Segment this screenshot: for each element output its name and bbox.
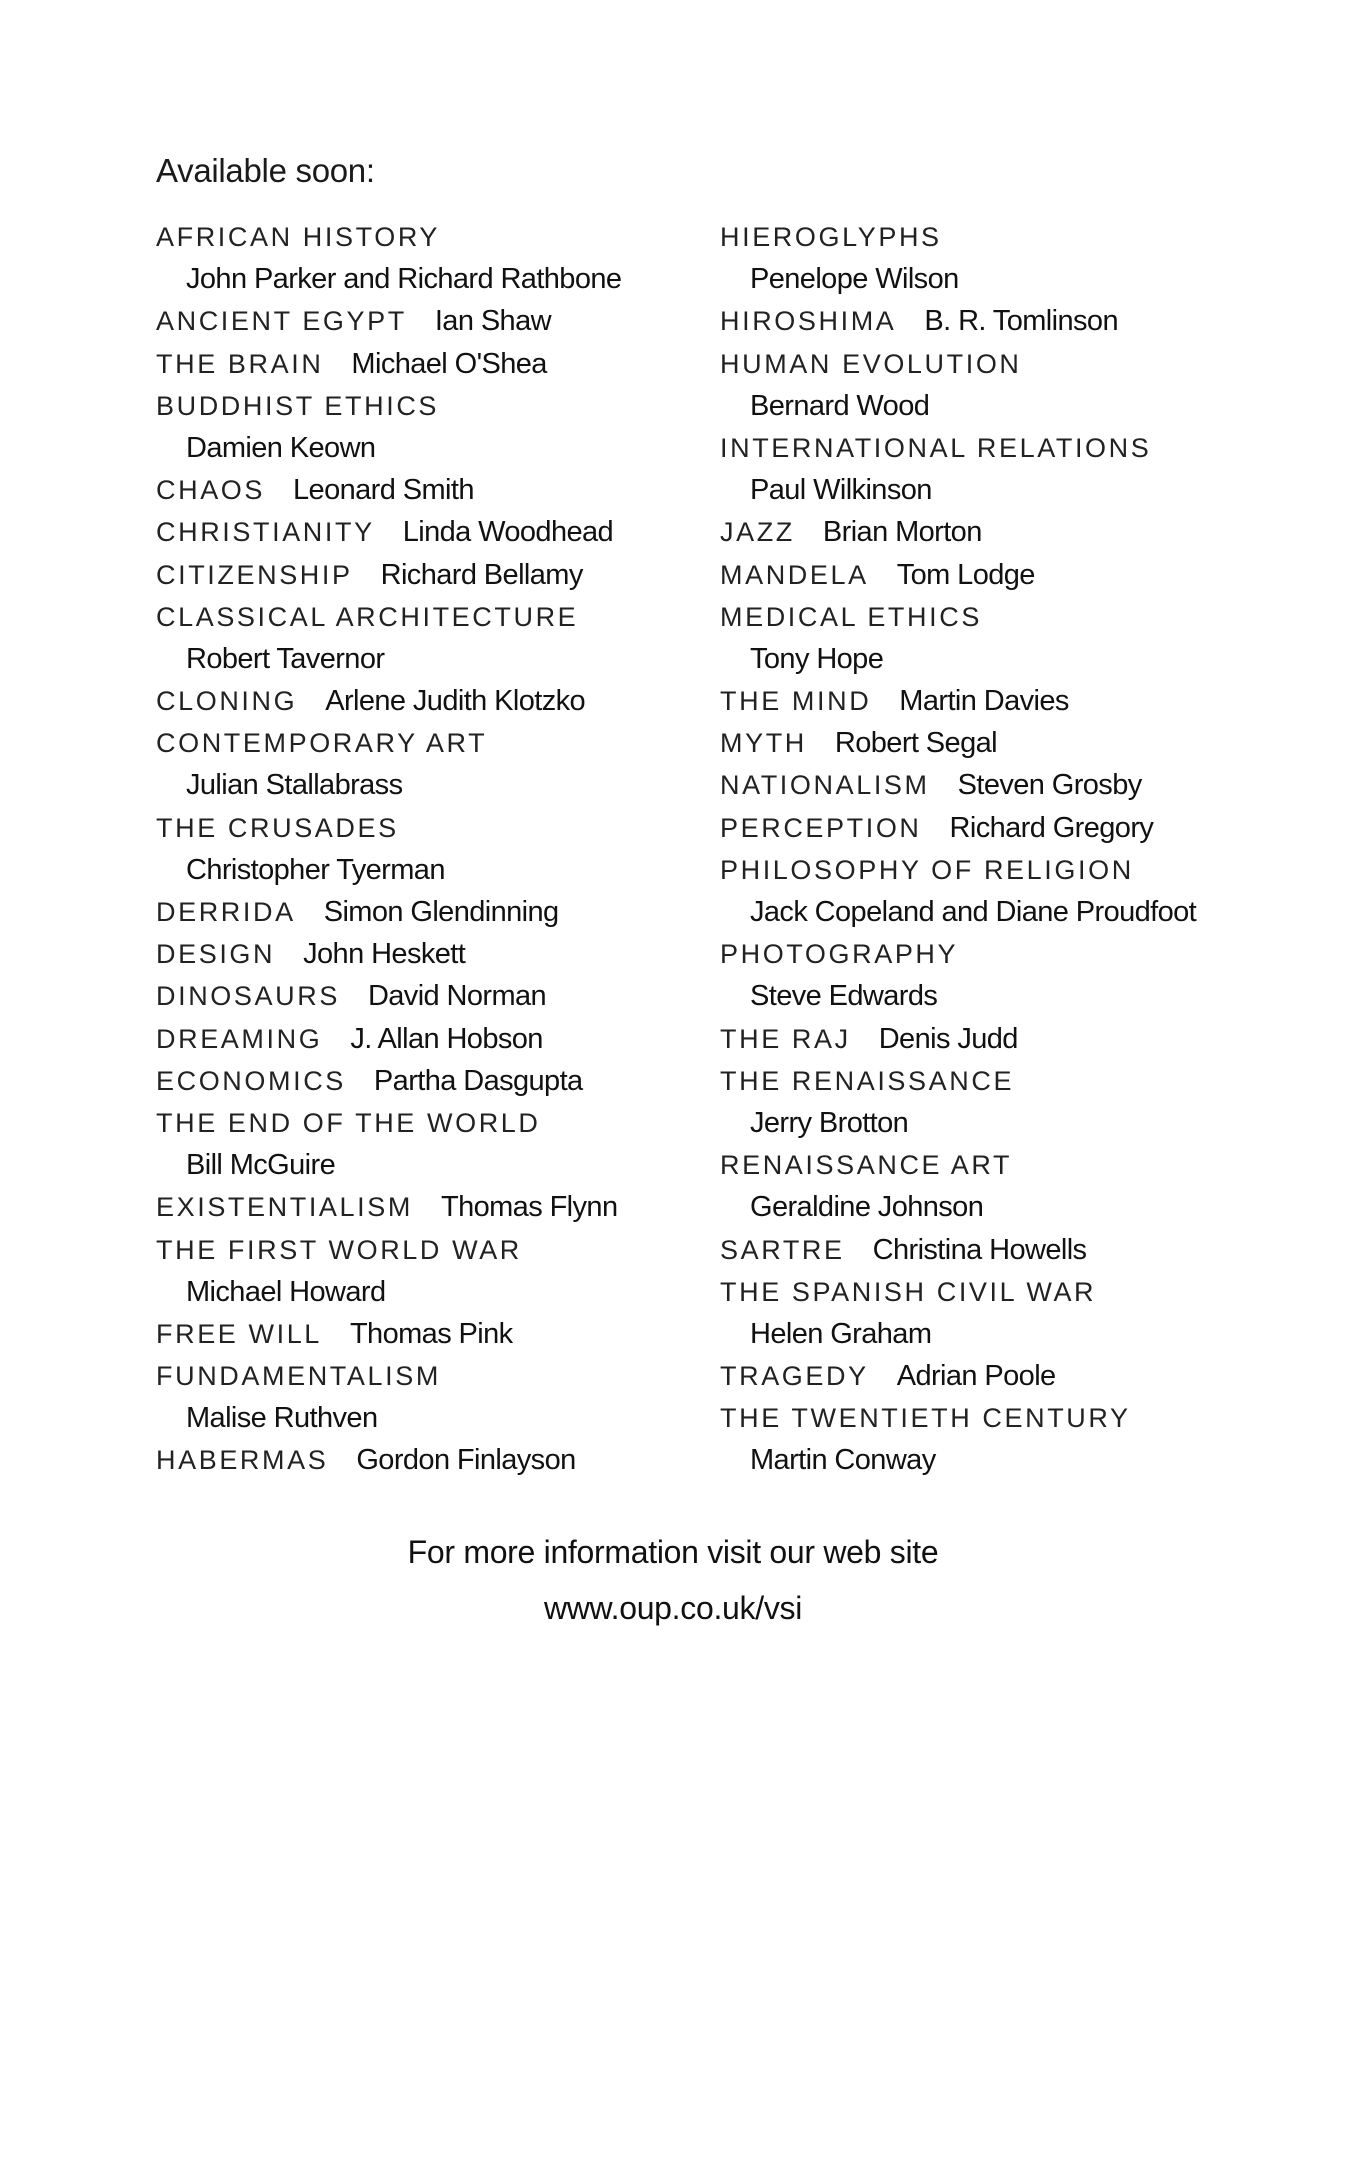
title-list-left — [156, 216, 716, 1482]
title-author: Simon Glendinning — [323, 896, 559, 928]
title-topic: TRAGEDY — [720, 1361, 869, 1392]
title-author: Michael O'Shea — [351, 347, 547, 380]
title-author: Helen Graham — [750, 1317, 932, 1350]
title-topic: CHRISTIANITY — [156, 517, 375, 548]
title-entry — [156, 722, 716, 806]
title-topic: THE RAJ — [720, 1023, 851, 1054]
title-entry — [720, 1229, 1320, 1271]
title-entry — [720, 764, 1320, 806]
title-entry — [156, 216, 716, 300]
title-topic: ANCIENT EGYPT — [156, 306, 407, 337]
title-author: Thomas Pink — [349, 1317, 513, 1350]
title-entry — [156, 300, 716, 342]
title-topic: THE CRUSADES — [156, 812, 399, 843]
title-topic: EXISTENTIALISM — [156, 1192, 413, 1223]
title-topic: THE MIND — [720, 686, 872, 717]
title-topic: HIROSHIMA — [720, 306, 897, 337]
title-topic: RENAISSANCE ART — [720, 1150, 1013, 1181]
title-entry — [720, 1271, 1320, 1355]
title-topic: HUMAN EVOLUTION — [720, 348, 1022, 379]
title-topic: FUNDAMENTALISM — [156, 1361, 441, 1392]
title-entry — [156, 891, 716, 933]
title-author: Malise Ruthven — [186, 1402, 378, 1435]
title-author: Penelope Wilson — [750, 263, 959, 296]
title-topic: ECONOMICS — [156, 1065, 346, 1096]
title-topic: AFRICAN HISTORY — [156, 222, 441, 252]
title-author: Linda Woodhead — [402, 516, 614, 549]
title-topic: HIEROGLYPHS — [720, 222, 942, 252]
title-entry — [720, 300, 1320, 342]
title-author: Denis Judd — [878, 1022, 1018, 1055]
title-entry — [720, 1144, 1320, 1228]
title-topic: NATIONALISM — [720, 770, 930, 801]
title-topic: BUDDHIST ETHICS — [156, 390, 440, 421]
title-entry — [156, 1439, 716, 1481]
title-author: Richard Gregory — [949, 811, 1154, 844]
title-topic: FREE WILL — [156, 1318, 322, 1349]
title-topic: THE FIRST WORLD WAR — [156, 1234, 522, 1265]
title-author: Steven Grosby — [957, 769, 1142, 802]
title-author: Martin Davies — [899, 685, 1069, 718]
title-topic: DINOSAURS — [156, 981, 340, 1012]
title-author: Adrian Poole — [896, 1360, 1056, 1393]
title-list-right — [720, 216, 1320, 1482]
title-topic: CONTEMPORARY ART — [156, 728, 488, 759]
title-author: Gordon Finlayson — [356, 1444, 576, 1477]
footer-note: For more information visit our web site — [407, 1534, 939, 1570]
title-topic: THE RENAISSANCE — [720, 1065, 1015, 1096]
page-heading: Available soon: — [156, 152, 375, 189]
title-topic: MEDICAL ETHICS — [720, 601, 982, 632]
title-topic: MYTH — [720, 728, 807, 759]
title-topic: THE SPANISH CIVIL WAR — [720, 1276, 1097, 1307]
title-topic: CHAOS — [156, 475, 266, 506]
title-topic: SARTRE — [720, 1234, 845, 1265]
title-entry — [720, 1060, 1320, 1144]
title-entry — [156, 554, 716, 596]
title-entry — [720, 807, 1320, 849]
title-author: Bernard Wood — [750, 389, 930, 422]
title-author: Jerry Brotton — [750, 1106, 909, 1139]
title-author: Martin Conway — [750, 1444, 936, 1477]
title-author: Tom Lodge — [896, 558, 1035, 591]
title-entry — [720, 849, 1320, 933]
title-entry — [720, 722, 1320, 764]
title-entry — [720, 933, 1320, 1017]
title-topic: MANDELA — [720, 559, 869, 590]
title-entry — [720, 1018, 1320, 1060]
title-author: J. Allan Hobson — [350, 1022, 543, 1055]
title-topic: INTERNATIONAL RELATIONS — [720, 432, 1152, 463]
title-topic: DERRIDA — [156, 897, 296, 927]
title-entry — [720, 216, 1320, 300]
title-entry — [720, 511, 1320, 553]
title-topic: THE TWENTIETH CENTURY — [720, 1403, 1131, 1434]
title-entry — [156, 469, 716, 511]
title-author: Thomas Flynn — [440, 1191, 618, 1224]
title-author: John Parker and Richard Rathbone — [186, 263, 622, 296]
title-topic: CLONING — [156, 686, 298, 717]
title-author: Tony Hope — [750, 642, 884, 675]
title-entry — [156, 385, 716, 469]
title-topic: CLASSICAL ARCHITECTURE — [156, 601, 579, 632]
title-entry — [156, 680, 716, 722]
title-author: Michael Howard — [186, 1275, 386, 1308]
title-entry — [156, 596, 716, 680]
title-topic: PERCEPTION — [720, 812, 922, 843]
title-entry — [720, 1397, 1320, 1481]
title-entry — [720, 680, 1320, 722]
title-entry — [720, 427, 1320, 511]
title-topic: THE END OF THE WORLD — [156, 1107, 541, 1138]
title-author: David Norman — [367, 980, 547, 1013]
title-topic: JAZZ — [720, 517, 795, 548]
title-author: John Heskett — [303, 938, 466, 971]
title-entry — [156, 1313, 716, 1355]
title-entry — [720, 1355, 1320, 1397]
title-author: Leonard Smith — [293, 474, 474, 507]
title-entry — [156, 933, 716, 975]
title-entry — [156, 1186, 716, 1228]
title-entry — [156, 1102, 716, 1186]
title-author: Steve Edwards — [750, 980, 938, 1013]
title-entry — [720, 596, 1320, 680]
title-entry — [156, 1018, 716, 1060]
title-entry — [156, 807, 716, 891]
title-author: Ian Shaw — [434, 305, 551, 338]
title-author: Christopher Tyerman — [186, 853, 445, 886]
title-author: Damien Keown — [186, 431, 376, 464]
title-author: Arlene Judith Klotzko — [325, 685, 586, 718]
title-topic: PHILOSOPHY OF RELIGION — [720, 854, 1134, 885]
title-author: Geraldine Johnson — [750, 1191, 984, 1224]
title-author: Bill McGuire — [186, 1149, 336, 1182]
footer-url[interactable]: www.oup.co.uk/vsi — [543, 1590, 803, 1626]
title-entry — [720, 343, 1320, 427]
title-author: Jack Copeland and Diane Proudfoot — [750, 896, 1197, 928]
title-author: Robert Tavernor — [186, 642, 385, 675]
title-author: Paul Wilkinson — [750, 474, 932, 507]
title-topic: DREAMING — [156, 1023, 323, 1054]
title-entry — [156, 1060, 716, 1102]
title-entry — [156, 343, 716, 385]
title-topic: PHOTOGRAPHY — [720, 939, 959, 970]
title-author: Christina Howells — [872, 1233, 1087, 1266]
title-entry — [156, 1229, 716, 1313]
title-author: Robert Segal — [834, 727, 997, 760]
title-entry — [156, 1355, 716, 1439]
title-topic: CITIZENSHIP — [156, 559, 353, 590]
title-author: Richard Bellamy — [380, 558, 583, 591]
title-author: Brian Morton — [822, 516, 982, 549]
title-author: Partha Dasgupta — [373, 1064, 583, 1097]
title-topic: THE BRAIN — [156, 348, 324, 379]
title-entry — [156, 975, 716, 1017]
title-author: Julian Stallabrass — [186, 769, 403, 802]
title-topic: DESIGN — [156, 939, 276, 970]
title-entry — [720, 554, 1320, 596]
title-topic: HABERMAS — [156, 1445, 329, 1476]
title-entry — [156, 511, 716, 553]
title-author: B. R. Tomlinson — [924, 305, 1118, 338]
